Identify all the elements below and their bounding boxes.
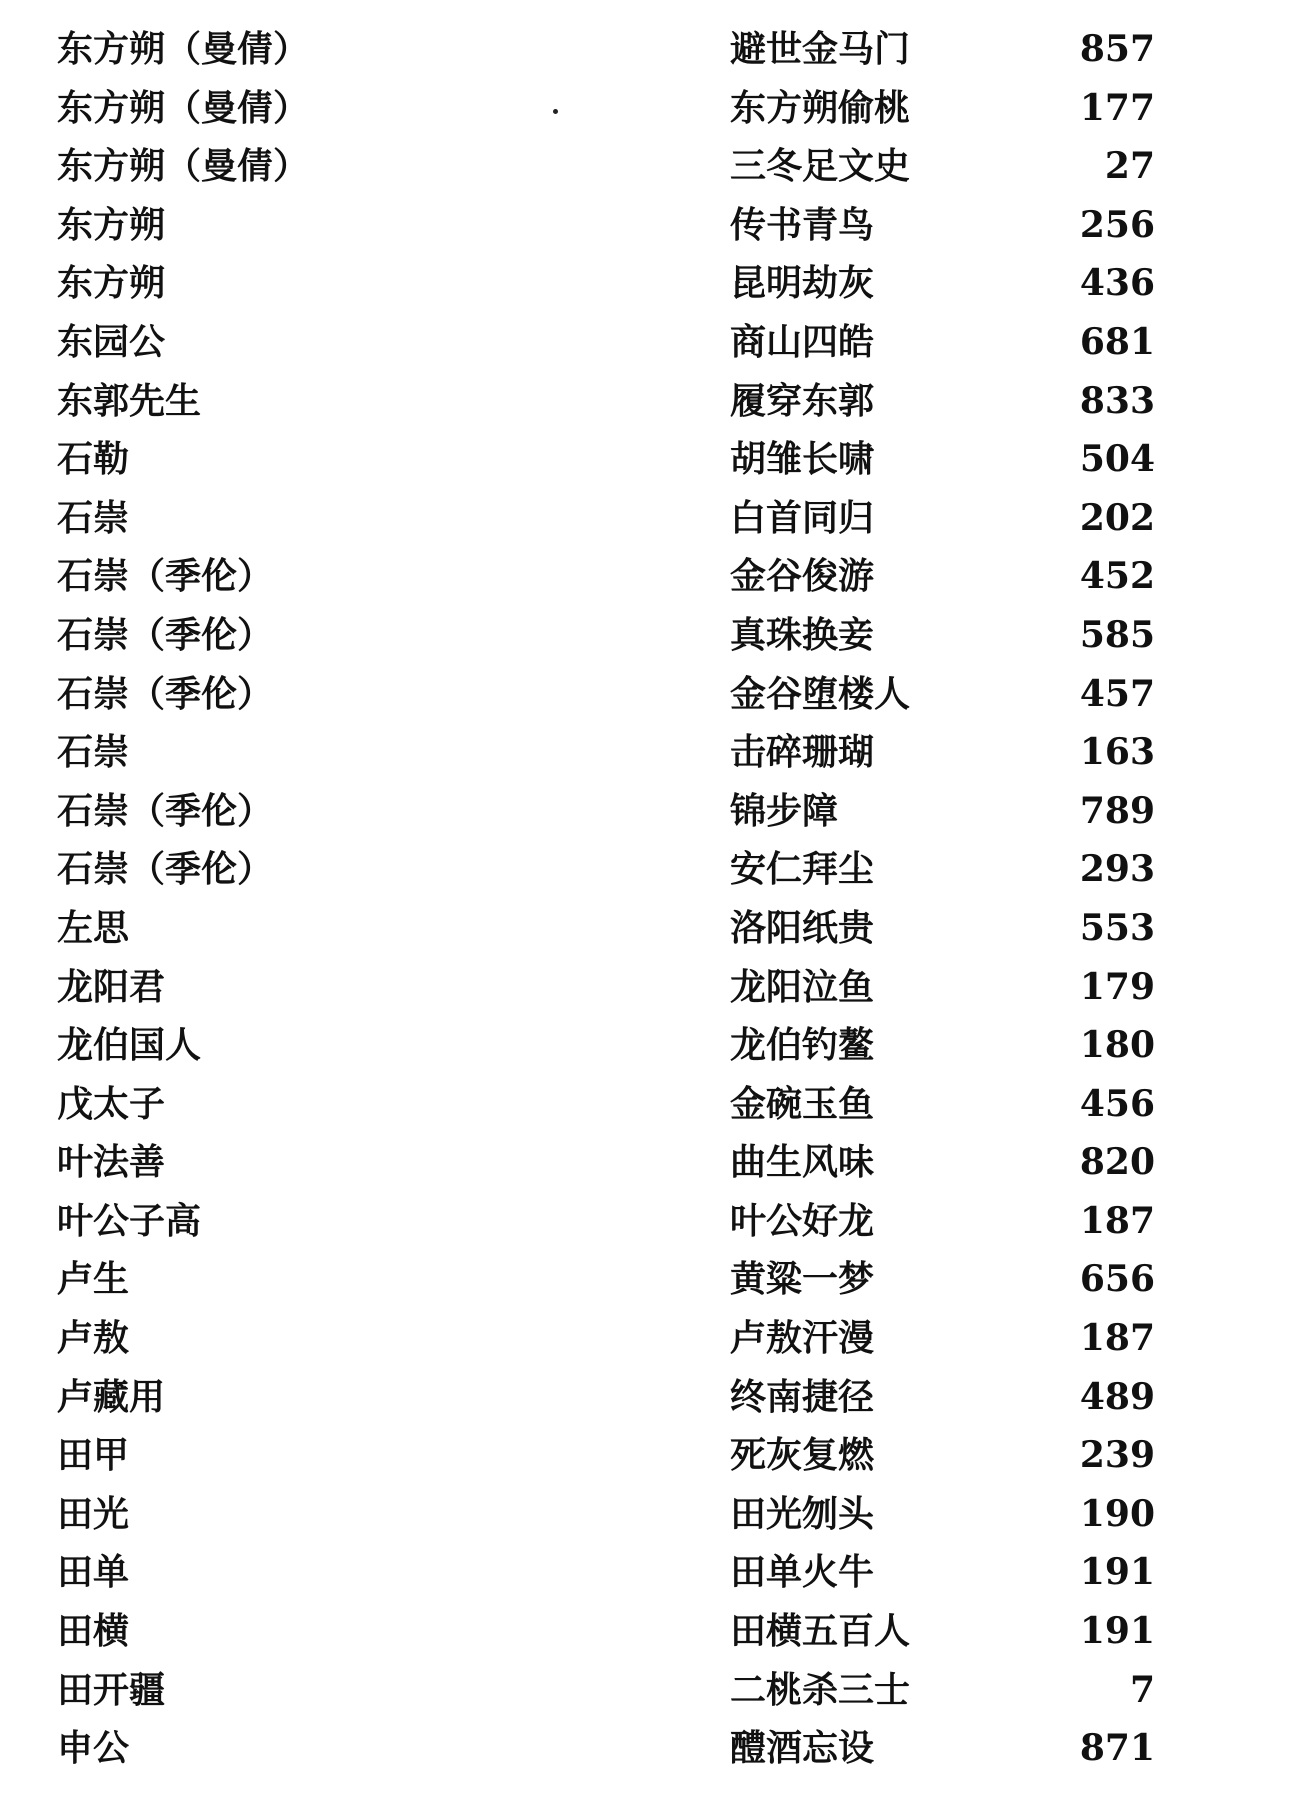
- person-name: 田单: [57, 1551, 130, 1594]
- person-name: 戊太子: [57, 1082, 166, 1125]
- allusion-title: 安仁拜尘: [730, 848, 875, 891]
- person-name: 石勒: [57, 438, 130, 481]
- allusion-title: 东方朔偷桃: [730, 86, 911, 129]
- person-name: 申公: [57, 1727, 130, 1770]
- page-number: 177: [1079, 86, 1155, 129]
- page-number: 163: [1079, 731, 1155, 774]
- allusion-title: 黄粱一梦: [730, 1258, 875, 1301]
- page-number: 489: [1079, 1375, 1155, 1418]
- index-row: [0, 1543, 1290, 1602]
- allusion-title: 田单火牛: [730, 1551, 875, 1594]
- allusion-title: 死灰复燃: [730, 1434, 875, 1477]
- person-name: 田甲: [57, 1434, 130, 1477]
- index-row: [0, 1250, 1290, 1309]
- index-row: [0, 782, 1290, 841]
- allusion-title: 锦步障: [730, 789, 839, 832]
- page-number: 180: [1079, 1024, 1155, 1067]
- allusion-title: 龙阳泣鱼: [730, 965, 875, 1008]
- page-number: 202: [1079, 496, 1155, 539]
- index-row: [0, 1426, 1290, 1485]
- person-name: 卢藏用: [57, 1375, 166, 1418]
- person-name: 田光: [57, 1492, 130, 1535]
- page-number: 789: [1079, 789, 1155, 832]
- page-number: 187: [1079, 1317, 1155, 1360]
- index-row: [0, 1602, 1290, 1661]
- allusion-title: 真珠换妾: [730, 613, 875, 656]
- person-name: 东方朔: [57, 262, 166, 305]
- allusion-title: 金碗玉鱼: [730, 1082, 875, 1125]
- page-number: 191: [1079, 1610, 1155, 1653]
- index-row: [0, 79, 1290, 138]
- person-name: 石崇（季伦）: [57, 672, 274, 715]
- index-row: [0, 1485, 1290, 1544]
- index-row: [0, 1133, 1290, 1192]
- index-row: [0, 1661, 1290, 1720]
- person-name: 石崇: [57, 496, 130, 539]
- person-name: 东园公: [57, 320, 166, 363]
- person-name: 田开疆: [57, 1668, 166, 1711]
- page-number: 187: [1079, 1199, 1155, 1242]
- allusion-title: 昆明劫灰: [730, 262, 875, 305]
- page-number: 256: [1079, 203, 1155, 246]
- index-row: [0, 254, 1290, 313]
- index-row: [0, 372, 1290, 431]
- index-row: [0, 840, 1290, 899]
- allusion-title: 曲生风味: [730, 1141, 875, 1184]
- person-name: 叶法善: [57, 1141, 166, 1184]
- allusion-title: 田横五百人: [730, 1610, 911, 1653]
- person-name: 田横: [57, 1610, 130, 1653]
- index-row: [0, 1075, 1290, 1134]
- allusion-title: 金谷堕楼人: [730, 672, 911, 715]
- page-number: 681: [1079, 320, 1155, 363]
- page-number: 456: [1079, 1082, 1155, 1125]
- index-row: [0, 1368, 1290, 1427]
- page-number: 239: [1079, 1434, 1155, 1477]
- person-name: 卢生: [57, 1258, 130, 1301]
- index-row: [0, 313, 1290, 372]
- allusion-title: 叶公好龙: [730, 1199, 875, 1242]
- index-row: [0, 430, 1290, 489]
- allusion-title: 醴酒忘设: [730, 1727, 875, 1770]
- allusion-title: 履穿东郭: [730, 379, 875, 422]
- page-number: 871: [1079, 1727, 1155, 1770]
- page-number: 504: [1079, 438, 1155, 481]
- index-row: [0, 196, 1290, 255]
- allusion-title: 胡雏长啸: [730, 438, 875, 481]
- person-name: 石崇（季伦）: [57, 789, 274, 832]
- allusion-title: 金谷俊游: [730, 555, 875, 598]
- person-name: 石崇（季伦）: [57, 848, 274, 891]
- index-row: [0, 958, 1290, 1017]
- person-name: 龙阳君: [57, 965, 166, 1008]
- index-row: [0, 723, 1290, 782]
- index-row: [0, 606, 1290, 665]
- index-row: [0, 1016, 1290, 1075]
- allusion-title: 白首同归: [730, 496, 875, 539]
- allusion-title: 洛阳纸贵: [730, 906, 875, 949]
- page-number: 820: [1079, 1141, 1155, 1184]
- page-number: 833: [1079, 379, 1155, 422]
- allusion-title: 龙伯钓鳌: [730, 1024, 875, 1067]
- person-name: 石崇: [57, 731, 130, 774]
- page-number: 293: [1079, 848, 1155, 891]
- page-number: 7: [1129, 1668, 1155, 1711]
- allusion-title: 避世金马门: [730, 28, 911, 70]
- index-row: [0, 489, 1290, 548]
- index-row: [0, 1309, 1290, 1368]
- index-row: [0, 20, 1290, 79]
- page-number: 191: [1079, 1551, 1155, 1594]
- page-number: 553: [1079, 906, 1155, 949]
- person-name: 卢敖: [57, 1317, 130, 1360]
- person-name: 石崇（季伦）: [57, 555, 274, 598]
- page-number: 179: [1079, 965, 1155, 1008]
- index-row: [0, 547, 1290, 606]
- person-name: 东方朔（曼倩）: [57, 145, 310, 188]
- allusion-title: 击碎珊瑚: [730, 731, 875, 774]
- ink-speck: [553, 109, 558, 114]
- person-name: 石崇（季伦）: [57, 613, 274, 656]
- person-name: 左思: [57, 906, 130, 949]
- person-name: 叶公子高: [57, 1199, 202, 1242]
- index-row: [0, 137, 1290, 196]
- allusion-title: 卢敖汗漫: [730, 1317, 875, 1360]
- page-number: 190: [1079, 1492, 1155, 1535]
- page-number: 452: [1079, 555, 1155, 598]
- person-name: 东郭先生: [57, 379, 202, 422]
- page-number: 585: [1079, 613, 1155, 656]
- allusion-title: 二桃杀三士: [730, 1668, 911, 1711]
- person-name: 东方朔（曼倩）: [57, 28, 310, 70]
- page-number: 457: [1079, 672, 1155, 715]
- page-number: 436: [1079, 262, 1155, 305]
- allusion-title: 三冬足文史: [730, 145, 911, 188]
- allusion-title: 终南捷径: [730, 1375, 875, 1418]
- allusion-index: [0, 20, 1290, 1778]
- index-row: [0, 1192, 1290, 1251]
- person-name: 东方朔: [57, 203, 166, 246]
- allusion-title: 田光刎头: [730, 1492, 875, 1535]
- person-name: 东方朔（曼倩）: [57, 86, 310, 129]
- index-row: [0, 665, 1290, 724]
- page-number: 27: [1104, 145, 1155, 188]
- page-number: 857: [1079, 28, 1155, 70]
- index-row: [0, 899, 1290, 958]
- page-number: 656: [1079, 1258, 1155, 1301]
- allusion-title: 传书青鸟: [730, 203, 875, 246]
- person-name: 龙伯国人: [57, 1024, 202, 1067]
- allusion-title: 商山四皓: [730, 320, 875, 363]
- index-row: [0, 1719, 1290, 1778]
